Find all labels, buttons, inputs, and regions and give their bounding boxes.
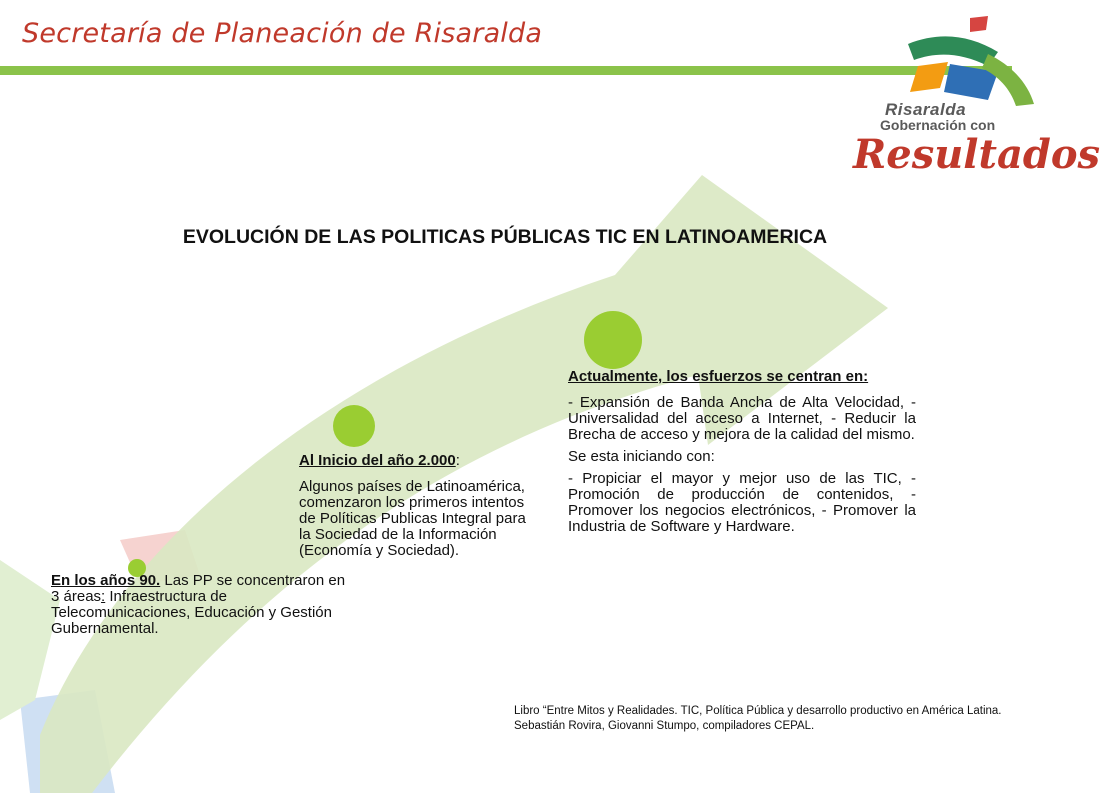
- stage-1-text-b: Infraestructura de Telecomunicaciones, Educación y Gestión Gubernamental.: [51, 588, 332, 637]
- stage-1-lead: En los años 90.: [51, 572, 161, 589]
- milestone-circle-2: [333, 405, 375, 447]
- stage-3-para-1: - Expansión de Banda Ancha de Alta Velocidad, - Universalidad del acceso a Internet, - Reducir la Brecha de acceso y mejora de la calidad del mismo.: [568, 394, 916, 443]
- logo-text-risaralda: Risaralda: [885, 100, 967, 119]
- milestone-circle-3: [584, 311, 642, 369]
- stage-1-colon: :: [101, 588, 106, 605]
- logo-text-resultados: Resultados: [853, 131, 1100, 178]
- stage-1-text-a: Las PP se concentraron en 3 áreas: [51, 572, 346, 605]
- source-citation: Libro “Entre Mitos y Realidades. TIC, Política Pública y desarrollo productivo en América Latina. Sebastián Rovira, Giovanni Stumpo, compiladores CEPAL.: [514, 705, 1002, 732]
- stage-3-para-2: Se esta iniciando con:: [568, 448, 715, 465]
- stage-2-lead: Al Inicio del año 2.000: [299, 452, 456, 469]
- main-title: EVOLUCIÓN DE LAS POLITICAS PÚBLICAS TIC EN LATINOAMERICA: [182, 226, 828, 248]
- stage-2-text: [299, 453, 539, 559]
- header-title: Secretaría de Planeación de Risaralda: [22, 18, 543, 49]
- stage-2-colon: :: [455, 452, 460, 469]
- stage-3-para-3: - Propiciar el mayor y mejor uso de las TIC, - Promoción de producción de contenidos, - Promover los negocios electrónicos, - Promover la Industria de Software y Hardware.: [568, 470, 916, 535]
- logo-text-gobernacion: Gobernación con: [880, 117, 996, 133]
- stage-3-lead: Actualmente, los esfuerzos se centran en:: [568, 368, 869, 385]
- stage-3-text: [568, 369, 916, 535]
- stage-1-text: [51, 573, 351, 637]
- stage-2-body: Algunos países de Latinoamérica, comenzaron los primeros intentos de Políticas Publicas Integral para la Sociedad de la Información (Economía y Sociedad).: [299, 478, 526, 559]
